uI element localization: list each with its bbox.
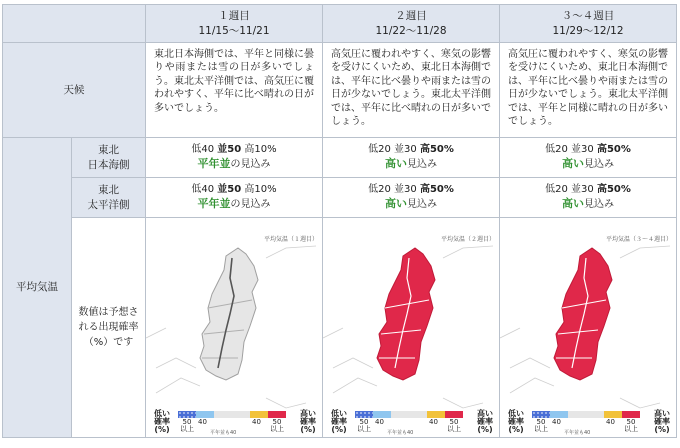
legend-swatch bbox=[532, 411, 550, 418]
prob-cell: 低40 並50 高10% 平年並の見込み bbox=[146, 178, 323, 218]
level-text: 高い bbox=[385, 157, 407, 170]
map-cell bbox=[500, 218, 677, 438]
legend-swatch bbox=[427, 411, 445, 418]
map-svg bbox=[500, 218, 677, 437]
legend-swatch bbox=[622, 411, 640, 418]
legend-tick: 40 bbox=[606, 418, 615, 426]
legend-swatch bbox=[196, 411, 214, 418]
map-title: 平均気温（３〜４週目） bbox=[605, 236, 672, 243]
header-corner bbox=[3, 5, 146, 43]
legend-high-label: 高い 確率 (%) bbox=[654, 409, 670, 434]
legend-tick: 40 bbox=[429, 418, 438, 426]
level-text: 高い bbox=[562, 197, 584, 210]
legend-middle-note: 平年並も40 bbox=[564, 430, 591, 436]
legend-swatch bbox=[568, 411, 604, 418]
level-text: 高い bbox=[562, 157, 584, 170]
weather-text-3: 高気圧に覆われやすく、寒気の影響を受けにくいため、東北日本海側では、平年に比べ曇りや雨または雪の日が少ないでしょう。東北太平洋側では、平年と同様に晴れの日が多いでしょう。 bbox=[500, 43, 677, 138]
weather-text-1: 東北日本海側では、平年と同様に曇りや雨または雪の日が多いでしょう。東北太平洋側では、高気圧に覆われやすく、平年に比べ晴れの日が多いでしょう。 bbox=[146, 43, 323, 138]
map-svg bbox=[323, 218, 500, 437]
region-label-japan-sea: 東北 日本海側 bbox=[72, 138, 146, 178]
legend-tick: 40 bbox=[252, 418, 261, 426]
map-cell bbox=[146, 218, 323, 438]
period-header-2: ２週目 11/22〜11/28 bbox=[323, 5, 500, 43]
prob-cell: 低20 並30 高50% 高い見込み bbox=[500, 138, 677, 178]
probability-note: 数値は予想される出現確率（%）です bbox=[72, 218, 146, 438]
legend-high-label: 高い 確率 (%) bbox=[300, 409, 316, 434]
legend-low-label: 低い 確率 (%) bbox=[154, 409, 170, 434]
legend-high-label: 高い 確率 (%) bbox=[477, 409, 493, 434]
legend-tick: 50 以上 bbox=[270, 418, 284, 433]
legend-middle-note: 平年並も40 bbox=[387, 430, 414, 436]
legend-swatch bbox=[391, 411, 427, 418]
level-text: 平年並 bbox=[197, 197, 231, 210]
level-text: 高い bbox=[385, 197, 407, 210]
legend-color-bar bbox=[532, 411, 640, 418]
legend-swatch bbox=[250, 411, 268, 418]
legend-tick: 40 bbox=[198, 418, 207, 426]
legend-swatch bbox=[355, 411, 373, 418]
legend-tick: 50 以上 bbox=[357, 418, 371, 433]
legend-swatch bbox=[178, 411, 196, 418]
tohoku-map bbox=[500, 218, 676, 437]
legend-tick: 50 以上 bbox=[180, 418, 194, 433]
legend-swatch bbox=[373, 411, 391, 418]
legend-middle-note: 平年並も40 bbox=[210, 430, 237, 436]
prob-cell: 低20 並30 高50% 高い見込み bbox=[323, 178, 500, 218]
prob-cell: 低40 並50 高10% 平年並の見込み bbox=[146, 138, 323, 178]
legend-tick: 50 以上 bbox=[534, 418, 548, 433]
legend-tick: 50 以上 bbox=[447, 418, 461, 433]
tohoku-region bbox=[377, 248, 435, 380]
legend-swatch bbox=[445, 411, 463, 418]
tohoku-map bbox=[146, 218, 322, 437]
legend-tick: 50 以上 bbox=[624, 418, 638, 433]
map-svg bbox=[146, 218, 323, 437]
temperature-label: 平均気温 bbox=[3, 138, 72, 438]
period-header-1: １週目 11/15〜11/21 bbox=[146, 5, 323, 43]
legend-color-bar bbox=[178, 411, 286, 418]
map-title: 平均気温（１週目） bbox=[263, 236, 318, 243]
map-title: 平均気温（２週目） bbox=[440, 236, 495, 243]
legend-tick: 40 bbox=[552, 418, 561, 426]
legend-low-label: 低い 確率 (%) bbox=[331, 409, 347, 434]
weather-text-2: 高気圧に覆われやすく、寒気の影響を受けにくいため、東北日本海側では、平年に比べ曇りや雨または雪の日が少ないでしょう。東北太平洋側では、平年に比べ晴れの日が多いでしょう。 bbox=[323, 43, 500, 138]
legend-swatch bbox=[214, 411, 250, 418]
weather-label: 天候 bbox=[3, 43, 146, 138]
legend-color-bar bbox=[355, 411, 463, 418]
period-header-3: ３〜４週目 11/29〜12/12 bbox=[500, 5, 677, 43]
tohoku-region bbox=[200, 248, 258, 380]
legend-tick: 40 bbox=[375, 418, 384, 426]
forecast-table bbox=[2, 4, 677, 438]
legend-low-label: 低い 確率 (%) bbox=[508, 409, 524, 434]
tohoku-region bbox=[554, 248, 612, 380]
legend-swatch bbox=[604, 411, 622, 418]
tohoku-map bbox=[323, 218, 499, 437]
region-label-pacific: 東北 太平洋側 bbox=[72, 178, 146, 218]
level-text: 平年並 bbox=[197, 157, 231, 170]
legend-swatch bbox=[268, 411, 286, 418]
prob-cell: 低20 並30 高50% 高い見込み bbox=[323, 138, 500, 178]
legend-swatch bbox=[550, 411, 568, 418]
map-cell bbox=[323, 218, 500, 438]
prob-cell: 低20 並30 高50% 高い見込み bbox=[500, 178, 677, 218]
